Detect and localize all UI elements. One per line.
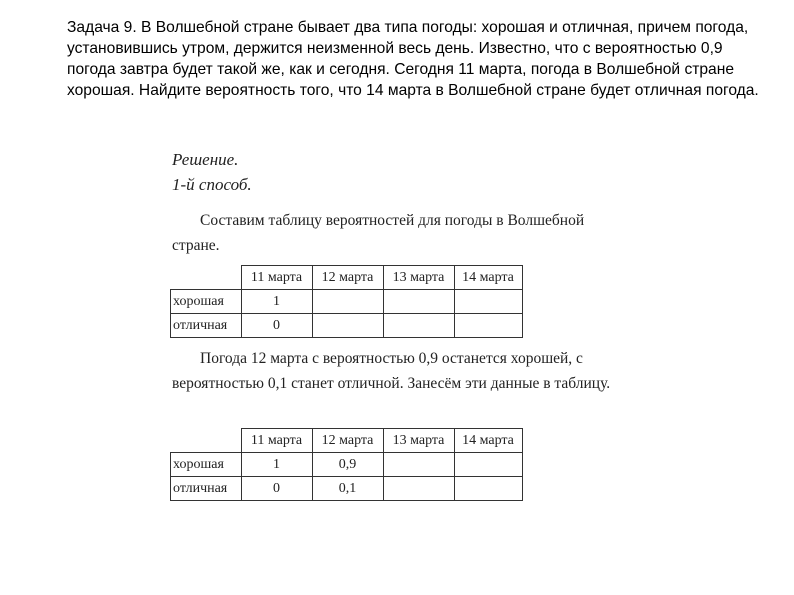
table-header-cell: 11 марта [241, 429, 312, 453]
problem-text: В Волшебной стране бывает два типа погоды: хорошая и отличная, причем погода, установившись утром, держится неизменной весь день. Известно, что с вероятностью 0,9 погода завтра будет такой же, как и сегодня. Сегодня 11 марта, погода в Волшебной стране хорошая. Найдите вероятность того, что 14 марта в Волшебной стране будет отличная погода. [67, 19, 759, 99]
table-cell [383, 453, 454, 477]
table-cell: 0,1 [312, 477, 383, 501]
table-corner [171, 266, 242, 290]
table-header-row [171, 429, 523, 453]
table-row [171, 453, 523, 477]
table-cell [312, 314, 383, 338]
row-label: хорошая [171, 290, 242, 314]
solution-paragraph-1-text: Составим таблицу вероятностей для погоды в Волшебной стране. [172, 212, 585, 254]
table-row [171, 290, 523, 314]
table-cell: 1 [241, 290, 312, 314]
table-header-cell: 12 марта [312, 429, 383, 453]
solution-heading: Решение. [172, 150, 239, 169]
table-cell: 0,9 [312, 453, 383, 477]
problem-title: Задача 9. [67, 19, 137, 36]
table-cell: 0 [241, 477, 312, 501]
table-cell [383, 314, 454, 338]
solution-paragraph-1 [172, 208, 630, 258]
table-cell [454, 290, 522, 314]
table-cell [383, 477, 454, 501]
solution-paragraph-2-text: Погода 12 марта с вероятностью 0,9 останется хорошей, с вероятностью 0,1 станет отличной. Занесём эти данные в таблицу. [172, 350, 611, 392]
table-row [171, 314, 523, 338]
table-header-cell: 13 марта [383, 266, 454, 290]
table-header-cell: 13 марта [383, 429, 454, 453]
table-cell: 0 [241, 314, 312, 338]
table-cell [454, 477, 522, 501]
row-label: отличная [171, 314, 242, 338]
table-cell: 1 [241, 453, 312, 477]
table-header-cell: 11 марта [241, 266, 312, 290]
table-cell [383, 290, 454, 314]
solution-paragraph-2 [172, 346, 632, 396]
table-header-cell: 12 марта [312, 266, 383, 290]
probability-table-1 [170, 265, 523, 338]
table-header-row [171, 266, 523, 290]
row-label: хорошая [171, 453, 242, 477]
table-header-cell: 14 марта [454, 266, 522, 290]
table-cell [312, 290, 383, 314]
table-corner [171, 429, 242, 453]
table-header-cell: 14 марта [454, 429, 522, 453]
row-label: отличная [171, 477, 242, 501]
table-cell [454, 453, 522, 477]
solution-method: 1-й способ. [172, 175, 252, 194]
probability-table-2 [170, 428, 523, 501]
table-row [171, 477, 523, 501]
table-cell [454, 314, 522, 338]
